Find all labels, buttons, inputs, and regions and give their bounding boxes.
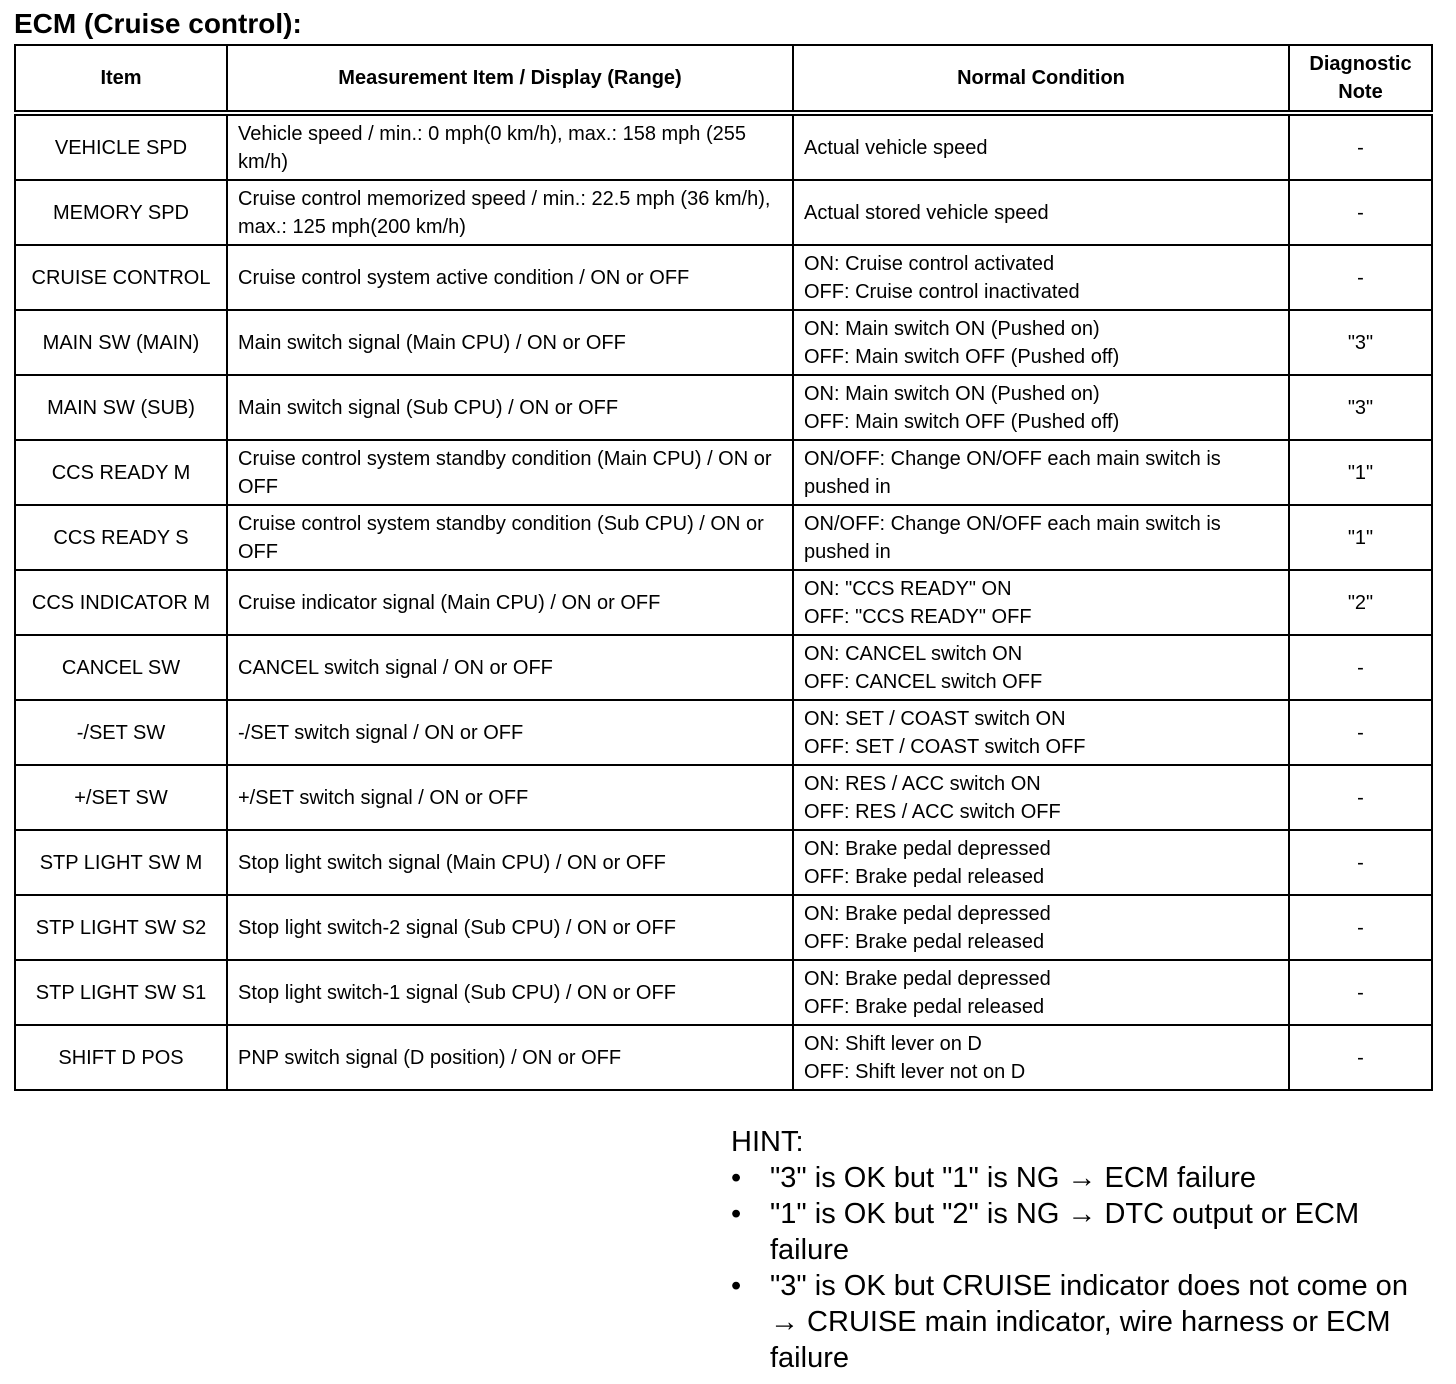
cell-item: SHIFT D POS [15,1025,227,1090]
normal-condition-line: ON: "CCS READY" ON [804,577,1012,600]
table-row [15,245,1432,310]
normal-condition-line: ON: Main switch ON (Pushed on) [804,382,1100,405]
cell-measurement: Cruise indicator signal (Main CPU) / ON or OFF [227,570,793,635]
header-item: Item [15,45,227,113]
normal-condition-line: OFF: SET / COAST switch OFF [804,735,1086,758]
table-row [15,1025,1432,1090]
cell-item: VEHICLE SPD [15,113,227,180]
cell-normal-condition [793,700,1289,765]
table-row [15,765,1432,830]
cell-normal-condition [793,830,1289,895]
table-header-row [15,45,1432,113]
cell-measurement: Cruise control system standby condition (Main CPU) / ON or OFF [227,440,793,505]
cell-normal-condition [793,960,1289,1025]
cell-diagnostic-note: - [1289,830,1432,895]
hint-item-text: "1" is OK but "2" is NG → DTC output or ECM failure [770,1198,1360,1266]
cell-normal-condition [793,635,1289,700]
cell-measurement: +/SET switch signal / ON or OFF [227,765,793,830]
table-row [15,505,1432,570]
cell-diagnostic-note: "2" [1289,570,1432,635]
cell-normal-condition [793,310,1289,375]
normal-condition-line: ON: Shift lever on D [804,1032,982,1055]
cell-measurement: Cruise control memorized speed / min.: 22.5 mph (36 km/h), max.: 125 mph(200 km/h) [227,180,793,245]
normal-condition-line: OFF: Brake pedal released [804,995,1045,1018]
hint-item [731,1196,1431,1268]
table-row [15,180,1432,245]
cell-diagnostic-note: - [1289,960,1432,1025]
cell-diagnostic-note: "1" [1289,505,1432,570]
cell-measurement: Stop light switch-1 signal (Sub CPU) / ON or OFF [227,960,793,1025]
cell-item: STP LIGHT SW M [15,830,227,895]
cell-measurement: Stop light switch-2 signal (Sub CPU) / ON or OFF [227,895,793,960]
cell-item: CCS READY S [15,505,227,570]
normal-condition-line: ON: Cruise control activated [804,252,1055,275]
hint-item-text: "3" is OK but "1" is NG → ECM failure [770,1162,1256,1194]
cell-item: +/SET SW [15,765,227,830]
cell-normal-condition [793,895,1289,960]
cell-measurement: Cruise control system active condition / ON or OFF [227,245,793,310]
hint-section [731,1124,1431,1376]
cell-diagnostic-note: - [1289,895,1432,960]
table-body [15,113,1432,1090]
normal-condition-line: ON: Brake pedal depressed [804,837,1051,860]
table-row [15,440,1432,505]
normal-condition-line: OFF: CANCEL switch OFF [804,670,1043,693]
cell-normal-condition [793,245,1289,310]
normal-condition-line: OFF: Brake pedal released [804,930,1045,953]
header-diagnostic-note: Diagnostic Note [1289,45,1432,113]
normal-condition-line: OFF: Shift lever not on D [804,1060,1026,1083]
table-row [15,570,1432,635]
cell-diagnostic-note: - [1289,765,1432,830]
bullet-icon: • [731,1198,742,1230]
normal-condition-line: ON: SET / COAST switch ON [804,707,1066,730]
normal-condition-line: Actual stored vehicle speed [804,201,1049,224]
cell-measurement: Vehicle speed / min.: 0 mph(0 km/h), max.: 158 mph (255 km/h) [227,113,793,180]
normal-condition-line: OFF: Main switch OFF (Pushed off) [804,410,1120,433]
header-normal-condition: Normal Condition [793,45,1289,113]
hint-item [731,1160,1431,1196]
cell-item: -/SET SW [15,700,227,765]
cell-diagnostic-note: - [1289,113,1432,180]
cell-measurement: Main switch signal (Sub CPU) / ON or OFF [227,375,793,440]
cell-normal-condition [793,375,1289,440]
normal-condition-line: OFF: Brake pedal released [804,865,1045,888]
normal-condition-line: ON: Brake pedal depressed [804,967,1051,990]
cell-diagnostic-note: - [1289,180,1432,245]
cell-normal-condition [793,505,1289,570]
cell-normal-condition [793,1025,1289,1090]
table-row [15,700,1432,765]
cell-measurement: PNP switch signal (D position) / ON or OFF [227,1025,793,1090]
table-row [15,830,1432,895]
hint-list [731,1160,1431,1376]
table-row [15,895,1432,960]
table-row [15,960,1432,1025]
cell-item: STP LIGHT SW S1 [15,960,227,1025]
cell-normal-condition [793,765,1289,830]
hint-item [731,1268,1431,1376]
cell-diagnostic-note: - [1289,635,1432,700]
cell-item: CCS INDICATOR M [15,570,227,635]
cell-normal-condition [793,180,1289,245]
cell-diagnostic-note: - [1289,700,1432,765]
cell-item: CRUISE CONTROL [15,245,227,310]
cell-item: CCS READY M [15,440,227,505]
table-row [15,635,1432,700]
cell-item: CANCEL SW [15,635,227,700]
cell-measurement: Main switch signal (Main CPU) / ON or OFF [227,310,793,375]
page-title: ECM (Cruise control): [14,8,302,39]
hint-label: HINT: [731,1126,804,1158]
table-row [15,310,1432,375]
table-row [15,375,1432,440]
cell-item: MAIN SW (SUB) [15,375,227,440]
cell-diagnostic-note: - [1289,1025,1432,1090]
cell-normal-condition [793,113,1289,180]
cell-measurement: -/SET switch signal / ON or OFF [227,700,793,765]
cell-measurement: Stop light switch signal (Main CPU) / ON or OFF [227,830,793,895]
normal-condition-line: ON: RES / ACC switch ON [804,772,1041,795]
cell-item: STP LIGHT SW S2 [15,895,227,960]
table-row [15,113,1432,180]
cell-item: MEMORY SPD [15,180,227,245]
cell-measurement: CANCEL switch signal / ON or OFF [227,635,793,700]
normal-condition-line: Actual vehicle speed [804,136,988,159]
cell-diagnostic-note: "1" [1289,440,1432,505]
cell-diagnostic-note: "3" [1289,310,1432,375]
cell-measurement: Cruise control system standby condition (Sub CPU) / ON or OFF [227,505,793,570]
normal-condition-line: ON: Brake pedal depressed [804,902,1051,925]
ecm-data-table [14,44,1433,1091]
bullet-icon: • [731,1270,742,1302]
hint-item-text: "3" is OK but CRUISE indicator does not come on → CRUISE main indicator, wire harness or ECM failure [770,1270,1408,1374]
normal-condition-line: ON/OFF: Change ON/OFF each main switch is pushed in [804,447,1221,498]
cell-diagnostic-note: "3" [1289,375,1432,440]
cell-normal-condition [793,440,1289,505]
normal-condition-line: OFF: Cruise control inactivated [804,280,1080,303]
normal-condition-line: OFF: RES / ACC switch OFF [804,800,1061,823]
cell-diagnostic-note: - [1289,245,1432,310]
cell-normal-condition [793,570,1289,635]
normal-condition-line: ON/OFF: Change ON/OFF each main switch is pushed in [804,512,1221,563]
header-measurement: Measurement Item / Display (Range) [227,45,793,113]
normal-condition-line: ON: Main switch ON (Pushed on) [804,317,1100,340]
cell-item: MAIN SW (MAIN) [15,310,227,375]
normal-condition-line: OFF: Main switch OFF (Pushed off) [804,345,1120,368]
normal-condition-line: OFF: "CCS READY" OFF [804,605,1032,628]
bullet-icon: • [731,1162,742,1194]
normal-condition-line: ON: CANCEL switch ON [804,642,1023,665]
